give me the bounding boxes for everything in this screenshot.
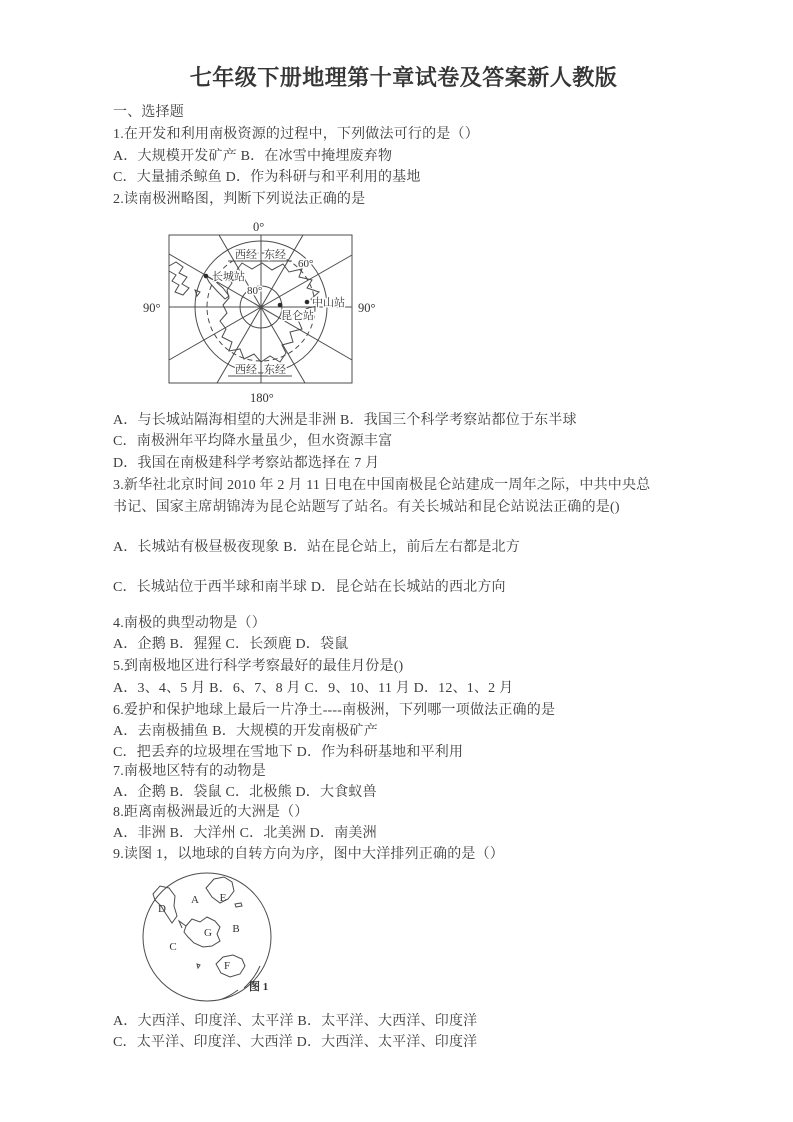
question-1-options-ab: A．大规模开发矿产 B．在冰雪中掩埋废弃物 <box>113 149 393 164</box>
question-8-options: A．非洲 B．大洋州 C．北美洲 D．南美洲 <box>113 826 377 841</box>
question-4-options: A．企鹅 B．猩猩 C．长颈鹿 D．袋鼠 <box>113 637 349 652</box>
changcheng-station-dot <box>204 274 209 279</box>
globe-madagascar-island <box>235 903 242 907</box>
question-2-options-ab: A．与长城站隔海相望的大洲是非洲 B．我国三个科学考察站都位于东半球 <box>113 413 577 428</box>
map-label-west-top: 西经 <box>235 249 257 261</box>
globe-letter-d: D <box>158 903 166 915</box>
changcheng-station-label: 长城站 <box>212 271 245 283</box>
map-label-90deg-right: 90° <box>358 301 376 315</box>
south-america-tip-coastline <box>169 262 189 295</box>
globe-small-island <box>197 964 200 968</box>
question-5-text: 5.到南极地区进行科学考察最好的最佳月份是() <box>113 659 404 674</box>
map-label-east-top: 东经 <box>264 249 286 261</box>
zhongshan-station-dot <box>305 300 310 305</box>
question-2-option-d: D．我国在南极建科学考察站都选择在 7 月 <box>113 456 380 471</box>
question-6-text: 6.爱护和保护地球上最后一片净土----南极洲，下列哪一项做法正确的是 <box>113 703 556 718</box>
figure-1-caption: 图 1 <box>249 981 269 993</box>
question-8-text: 8.距离南极洲最近的大洲是（） <box>113 805 309 820</box>
page-title: 七年级下册地理第十章试卷及答案新人教版 <box>189 65 618 90</box>
question-3-text-line2: 书记、国家主席胡锦涛为昆仑站题写了站名。有关长城站和昆仑站说法正确的是() <box>113 500 620 515</box>
map-label-90deg-left: 90° <box>143 301 161 315</box>
question-9-text: 9.读图 1，以地球的自转方向为序，图中大洋排列正确的是（） <box>113 847 504 862</box>
question-9-options-cd: C．太平洋、印度洋、大西洋 D．大西洋、太平洋、印度洋 <box>113 1035 478 1050</box>
question-5-options: A．3、4、5 月 B．6、7、8 月 C．9、10、11 月 D．12、1、2 月 <box>113 681 514 696</box>
section-heading: 一、选择题 <box>113 105 184 120</box>
question-7-options: A．企鹅 B．袋鼠 C．北极熊 D．大食蚁兽 <box>113 785 377 800</box>
map-label-0deg: 0° <box>253 220 265 234</box>
globe-letter-a: A <box>191 894 199 906</box>
antarctica-map-figure <box>140 215 395 410</box>
globe-letter-e: E <box>219 892 227 904</box>
globe-figure <box>130 866 305 1009</box>
kunlun-station-label: 昆仑站 <box>281 310 314 322</box>
map-label-east-bottom: 东经 <box>264 364 286 376</box>
question-4-text: 4.南极的典型动物是（） <box>113 616 266 631</box>
globe-antarctica <box>184 917 220 947</box>
globe-letter-c: C <box>169 941 177 953</box>
question-3-options-cd: C．长城站位于西半球和南半球 D．昆仑站在长城站的西北方向 <box>113 580 506 595</box>
map-label-west-bottom: 西经 <box>235 364 257 376</box>
map-label-180deg: 180° <box>250 391 274 405</box>
globe-antarctica-tail <box>179 921 186 928</box>
question-3-text-line1: 3.新华社北京时间 2010 年 2 月 11 日电在中国南极昆仑站建成一周年之际，中共中央总 <box>113 478 651 493</box>
globe-letter-g: G <box>204 927 212 939</box>
globe-australia <box>216 955 245 977</box>
map-label-80deg: 80° <box>247 285 263 297</box>
question-3-options-ab: A．长城站有极昼极夜现象 B．站在昆仑站上，前后左右都是北方 <box>113 540 520 555</box>
question-1-options-cd: C．大量捕杀鲸鱼 D．作为科研与和平利用的基地 <box>113 170 421 185</box>
question-9-options-ab: A．大西洋、印度洋、太平洋 B．太平洋、大西洋、印度洋 <box>113 1014 478 1029</box>
question-2-option-c: C．南极洲年平均降水量虽少，但水资源丰富 <box>113 434 393 449</box>
globe-letter-f: F <box>223 960 231 972</box>
question-6-options-cd: C．把丢弃的垃圾埋在雪地下 D．作为科研基地和平利用 <box>113 745 464 760</box>
question-7-text: 7.南极地区特有的动物是 <box>113 764 266 779</box>
zhongshan-station-label: 中山站 <box>312 297 345 309</box>
globe-letter-b: B <box>232 923 240 935</box>
kunlun-station-dot <box>278 303 283 308</box>
question-2-text: 2.读南极洲略图，判断下列说法正确的是 <box>113 192 366 207</box>
map-label-60deg: 60° <box>298 258 314 270</box>
question-6-options-ab: A．去南极捕鱼 B．大规模的开发南极矿产 <box>113 724 378 739</box>
question-1-text: 1.在开发和利用南极资源的过程中，下列做法可行的是（） <box>113 127 479 142</box>
